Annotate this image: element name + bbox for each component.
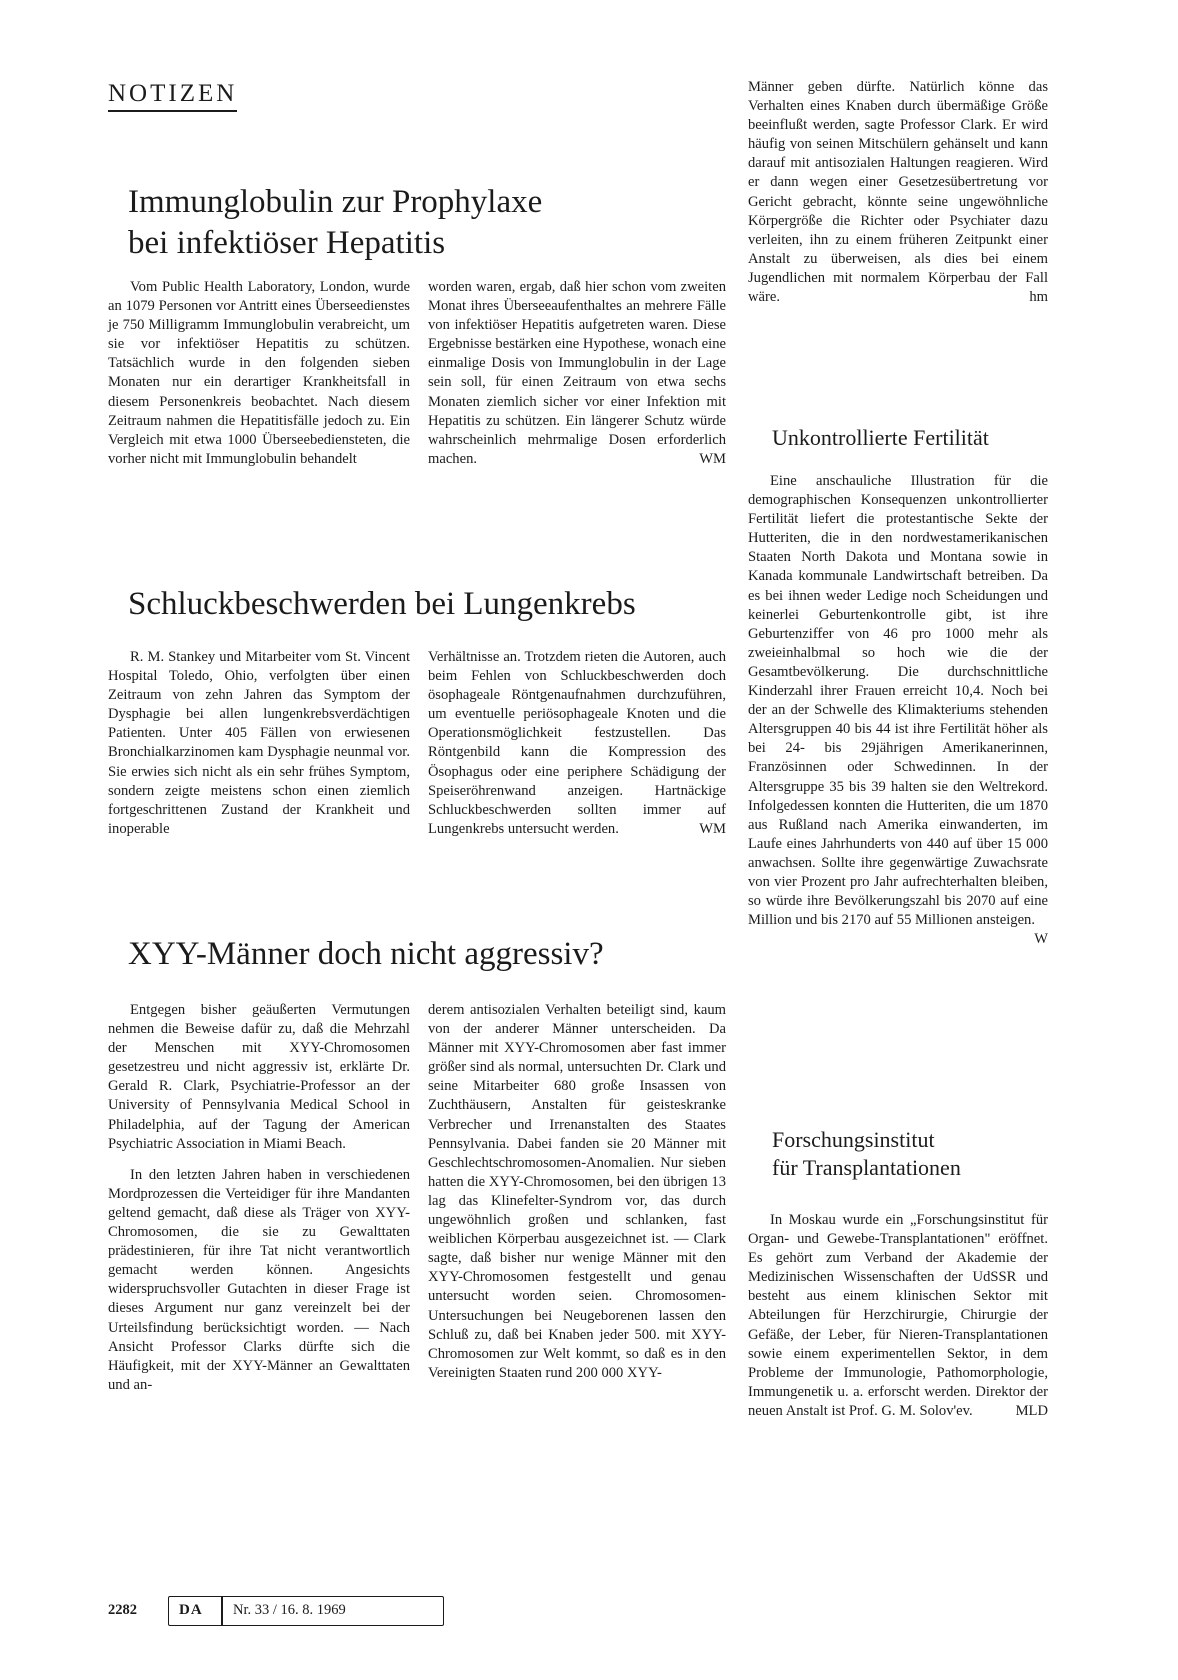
article-text: In Moskau wurde ein „Forschungsinstitut für Organ- und Gewebe-Transplantationen" eröffnet. Es gehört zum Verband der Akademie der Medizinischen Wissenschaften der UdSSR und besteht aus einem klinischen Sektor mit Abteilungen für Herzchirurgie, Chirurgie der Gefäße, der Leber, für Nieren-Transplantationen sowie einem experimentellen Sektor, in dem Probleme der Immunologie, Pathomorphologie, Immungenetik u. a. erforscht werden. Direktor der neuen Anstalt ist Prof. G. M. Solov'ev. — [748, 1212, 1048, 1419]
divider — [221, 1597, 223, 1625]
paragraph — [748, 472, 1048, 948]
title-line-2: für Transplantationen — [772, 1154, 961, 1180]
issue-info: Nr. 33 / 16. 8. 1969 — [233, 1602, 346, 1618]
paragraph: derem antisozialen Verhalten beteiligt sind, kaum von der anderer Männer unterscheiden. Da Männer mit XYY-Chromosomen aber fast immer größer sind als normal, untersuchten Dr. Clark und seine Mitarbeiter 680 große Insassen von Zuchthäusern, Anstalten für geisteskranke Verbrecher und Irrenanstalten des Staates Pennsylvania. Dabei fanden sie 20 Männer mit Geschlechtschromosomen-Anomalien. Nur sieben hatten die XYY-Chromosomen, bei den übrigen 13 lag das Klinefelter-Syndrom vor, das durch ungewöhnlich großen und schlanken, fast weiblichen Körperbau ausgezeichnet ist. — Clark sagte, daß bisher nur wenige Männer mit den XYY-Chromosomen festgestellt und genau untersucht worden seien. Chromosomen-Untersuchungen bei Neugeborenen lassen den Schluß zu, daß bei Knaben jeder 500. mit XYY-Chromosomen zur Welt kommt, so daß es in den Vereinigten Staaten rund 200 000 XYY- — [428, 1002, 726, 1381]
article-text: worden waren, ergab, daß hier schon vom zweiten Monat ihres Überseeaufenthaltes an mehrere Fälle von infektiöser Hepatitis aufgetreten waren. Diese Ergebnisse bestärken eine Hypothese, wonach eine einmalige Dosis von Immunglobulin in der Lage sein soll, für einen Zeitraum von etwa sechs Monaten ziemlich sicher vor einer Infektion mit Hepatitis zu schützen. Ein längerer Schutz würde wahrscheinlich mehrmalige Dosen erforderlich machen. — [428, 279, 726, 467]
paragraph — [748, 1211, 1048, 1421]
title-line-1: Immunglobulin zur Prophylaxe — [128, 184, 543, 220]
xyy-column-3 — [748, 78, 1048, 307]
author-signature: MLD — [1015, 1402, 1048, 1419]
article-text: Männer geben dürfte. Natürlich könne das Verhalten eines Knaben durch übermäßige Größe beeinflußt werden, sagte Professor Clark. Er wird häufig von seinen Mitschülern gehänselt und kann darauf mit antisozialen Haltungen reagieren. Wird er dann wegen einer Gesetzesübertretung vor Gericht gebracht, könnte seine ungewöhnliche Körpergröße die Richter oder Psychiater dazu verleiten, ihn zu einem früheren Zeitpunkt einer Anstalt zu überweisen, als dies bei einem Jugendlichen mit normalem Körperbau der Fall wäre. — [748, 79, 1048, 306]
article-title-schluck: Schluckbeschwerden bei Lungenkrebs — [128, 586, 636, 622]
title-line-2: bei infektiöser Hepatitis — [128, 224, 446, 261]
paragraph — [428, 278, 726, 469]
article-title-fertilitaet: Unkontrollierte Fertilität — [772, 425, 989, 450]
author-signature: WM — [699, 820, 726, 837]
schluck-column-1 — [108, 648, 410, 839]
article-title-xyy: XYY-Männer doch nicht aggressiv? — [128, 936, 604, 972]
paragraph: R. M. Stankey und Mitarbeiter vom St. Vincent Hospital Toledo, Ohio, verfolgten über einen Zeitraum von zehn Jahren das Symptom der Dysphagie bei allen lungenkrebsverdächtigen Patienten. Unter 405 Fällen von erwiesenen Bronchialkarzinomen kam Dysphagie neunmal vor. Sie erwies sich nicht als ein sehr frühes Symptom, sondern zeigte meistens schon einen ziemlich fortgeschrittenen Zustand der Krankheit und inoperable — [108, 649, 410, 837]
article-title-immunglobulin — [128, 182, 748, 264]
journal-box — [168, 1596, 444, 1626]
immunglobulin-column-2 — [428, 278, 726, 469]
xyy-column-2 — [428, 1001, 726, 1383]
article-text: Eine anschauliche Illustration für die demographischen Konsequenzen unkontrollierter Fertilität liefert die protestantische Sekte der Hutteriten, die in den nordwestamerikanischen Staaten North Dakota und Montana sowie in Kanada kommunale Landwirtschaft betreiben. Da es bei ihnen weder Ledige noch Scheidungen und keinerlei Geburtenkontrolle gibt, ist ihre Geburtenziffer von 46 pro 1000 mehr als zweieinhalbmal so hoch wie die der Gesamtbevölkerung. Die durchschnittliche Kinderzahl ihrer Frauen erreicht 10,4. Noch bei der an der Schwelle des Klimakteriums stehenden Altersgruppen 40 bis 44 ist ihre Fertilität höher als bei 24- bis 29jährigen Amerikanerinnen, Französinnen oder Schwedinnen. In der Altersgruppe 35 bis 39 halten sie den Weltrekord. Infolgedessen konnten die Hutteriten, die um 1870 aus Rußland nach Amerika einwanderten, im Laufe eines Jahrhunderts von 440 auf über 15 000 anwachsen. Sollte ihre gegenwärtige Zuwachsrate von vier Prozent pro Jahr aufrechterhalten bleiben, so würde ihre Bevölkerungszahl bis 2070 auf eine Million und bis 2170 auf 55 Millionen ansteigen. — [748, 473, 1048, 929]
section-label: NOTIZEN — [108, 80, 237, 112]
fertilitaet-column — [748, 472, 1048, 949]
paragraph — [748, 78, 1048, 307]
article-text: Verhältnisse an. Trotzdem rieten die Autoren, auch beim Fehlen von Schluckbeschwerden doch ösophageale Röntgenaufnahmen durchzuführen, um eventuelle periösophageale Knoten und die Operationsmöglichkeit festzustellen. Das Röntgenbild kann die Kompression des Ösophagus oder eine periphere Schädigung der Speiseröhrenwand anzeigen. Hartnäckige Schluckbeschwerden sollten immer auf Lungenkrebs untersucht werden. — [428, 649, 726, 837]
page-number: 2282 — [108, 1602, 137, 1618]
author-signature: WM — [699, 450, 726, 467]
title-line-1: Forschungsinstitut — [772, 1127, 935, 1152]
author-signature: W — [1034, 931, 1048, 948]
immunglobulin-column-1 — [108, 278, 410, 469]
article-title-forschung — [772, 1126, 1052, 1181]
paragraph: Vom Public Health Laboratory, London, wurde an 1079 Personen vor Antritt eines Überseedienstes je 750 Milligramm Immunglobulin verabreicht, um sie vor infektiöser Hepatitis zu schützen. Tatsächlich wurde in den folgenden sieben Monaten nur ein derartiger Krankheitsfall in diesem Personenkreis beobachtet. Nach diesem Zeitraum nahmen die Hepatitisfälle jedoch zu. Ein Vergleich mit etwa 1000 Überseebediensteten, die vorher nicht mit Immunglobulin behandelt — [108, 279, 410, 467]
paragraph — [428, 648, 726, 839]
forschung-column — [748, 1211, 1048, 1421]
xyy-column-1 — [108, 1001, 410, 1395]
paragraph: Entgegen bisher geäußerten Vermutungen nehmen die Beweise dafür zu, daß die Mehrzahl der Menschen mit XYY-Chromosomen gesetzestreu und nicht aggressiv ist, erklärte Dr. Gerald R. Clark, Psychiatrie-Professor an der University of Pennsylvania Medical School in Philadelphia, auf der Tagung der American Psychiatric Association in Miami Beach. — [108, 1002, 410, 1152]
schluck-column-2 — [428, 648, 726, 839]
paragraph: In den letzten Jahren haben in verschiedenen Mordprozessen die Verteidiger für ihre Mandanten geltend gemacht, daß diese als Träger von XYY-Chromosomen, die sie zu Gewalttaten prädestinieren, für ihre Tat nicht verantwortlich gemacht werden können. Angesichts widerspruchsvoller Gutachten in dieser Frage ist dieses Argument nur ganz vereinzelt bei der Urteilsfindung berücksichtigt worden. — Nach Ansicht Professor Clarks dürfte sich die Häufigkeit, mit der XYY-Männer an Gewalttaten und an- — [108, 1166, 410, 1393]
author-signature: hm — [1029, 289, 1048, 306]
journal-abbreviation: DA — [179, 1602, 203, 1618]
